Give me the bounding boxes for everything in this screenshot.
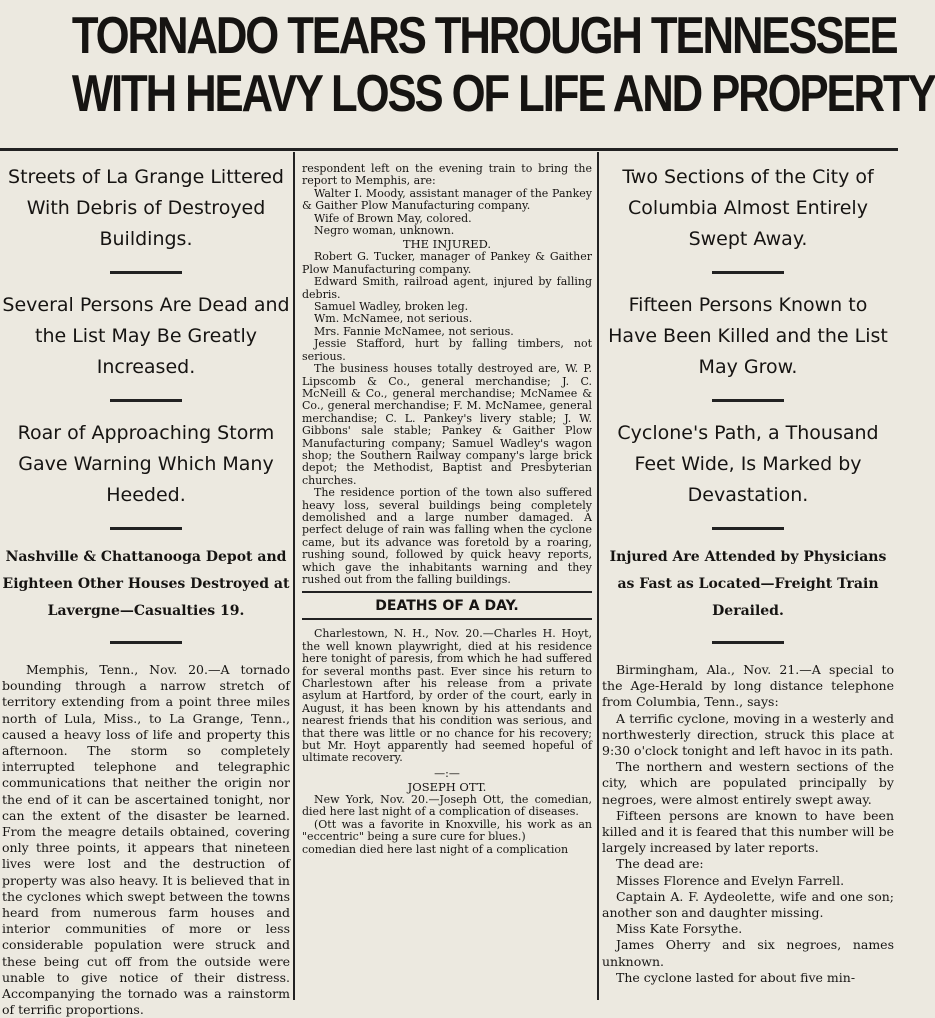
headline-line-1: TORNADO TEARS THROUGH TENNESSEE [71,7,897,65]
left-column [2,162,290,1018]
ott-heading: JOSEPH OTT. [407,779,487,794]
injured-entry: Robert G. Tucker, manager of Pankey & Gaither Plow Manufacturing company. [302,250,592,276]
right-deck-1: Two Sections of the City of Columbia Almost Entirely Swept Away. [622,166,874,250]
residence-paragraph: The residence portion of the town also suffered heavy loss, several buildings being completely demolished and a large number damaged. A perfect deluge of rain was falling when the cyclone came, but its advance was foretold by a roaring, rushing sound, followed by quick heavy reports, which gave the inhabitants warning and they rushed out from the falling buildings. [302,486,592,586]
headline-rule [0,148,898,151]
injured-entry: Edward Smith, railroad agent, injured by falling debris. [302,275,592,301]
headline-line-2: WITH HEAVY LOSS OF LIFE AND PROPERTY [71,65,935,123]
right-paragraph: The cyclone lasted for about five min- [616,969,856,985]
column-rule-right [597,152,599,1000]
deck-divider [712,399,784,402]
deaths-box-bottom [302,618,592,620]
separator: —:— [434,766,460,780]
hoyt-paragraph: Charlestown, N. H., Nov. 20.—Charles H. Hoyt, the well known playwright, died at his residence here tonight of paresis, from which he had suffered for several months past. Ever since his return to Charlestown after his release from a private asylum at Hartford, by order of the court, early in August, it has been known by his attendants and nearest friends that his condition was serious, and that there was little or no chance for his recovery; but Mr. Hoyt apparently had seemed hopeful of ultimate recovery. [302,627,592,765]
column-rule-left [293,152,295,1000]
middle-intro: respondent left on the evening train to bring the report to Memphis, are: [302,162,592,188]
deck-divider [110,399,182,402]
left-article-body: Memphis, Tenn., Nov. 20.—A tornado bounding through a narrow stretch of territory extending from a point three miles north of Lula, Miss., to La Grange, Tenn., caused a heavy loss of life and property this afternoon. The storm so completely interrupted telephone and telegraphic communications that neither the origin nor the end of it can be ascertained tonight, nor can the extent of the disaster be learned. From the meagre details obtained, covering only three points, it appears that nineteen lives were lost and the destruction of property was also heavy. It is believed that in the cyclones which swept between the towns heard from numerous farm houses and interior communities of more or less considerable population were struck and these being cut off from the outside were unable to give notice of their distress. Accompanying the tornado was a rainstorm of terrific proportions. [2,662,290,1018]
ott-paragraph: New York, Nov. 20.—Joseph Ott, the comedian, died here last night of a complication of diseases. [302,792,592,819]
left-deck-1: Streets of La Grange Littered With Debris of Destroyed Buildings. [8,166,284,250]
right-paragraph: James Oherry and six negroes, names unknown. [602,937,894,969]
right-paragraph: Birmingham, Ala., Nov. 21.—A special to the Age-Herald by long distance telephone from Columbia, Tenn., says: [602,662,894,710]
right-paragraph: Miss Kate Forsythe. [616,921,743,937]
deck-divider [712,271,784,274]
deck-divider [712,527,784,530]
right-paragraph: Misses Florence and Evelyn Farrell. [616,872,845,888]
middle-column [302,163,592,1000]
left-deck-3: Roar of Approaching Storm Gave Warning Which Many Heeded. [17,422,275,506]
deck-divider [110,271,182,274]
right-paragraph: The dead are: [616,856,704,872]
deck-divider [110,641,182,644]
ott-paragraph: comedian died here last night of a complication [302,842,569,856]
right-deck-3: Cyclone's Path, a Thousand Feet Wide, Is Marked by Devastation. [617,422,879,506]
right-deck-2: Fifteen Persons Known to Have Been Killed and the List May Grow. [608,294,888,378]
right-paragraph: Fifteen persons are known to have been killed and it is feared that this number will be largely increased by later reports. [602,807,894,856]
left-deck-2: Several Persons Are Dead and the List May Be Greatly Increased. [2,294,290,378]
right-subhead: Injured Are Attended by Physicians as Fast as Located—Freight Train Derailed. [609,549,887,619]
injured-entry: Jessie Stafford, hurt by falling timbers, not serious. [302,337,592,363]
deck-divider [712,641,784,644]
business-paragraph: The business houses totally destroyed are, W. P. Lipscomb & Co., general merchandise; J. C. McNeill & Co., general merchandise; McNamee & Co., general merchandise; F. M. McNamee, general merchandise; C. L. Pankey's livery stable; J. W. Gibbons' sale stable; Pankey & Gaither Plow Manufacturing company; Samuel Wadley's wagon shop; the Southern Railway company's large brick depot; the Methodist, Baptist and Presbyterian churches. [302,362,592,487]
injured-entry: Wm. McNamee, not serious. [314,312,473,326]
right-paragraph: A terrific cyclone, moving in a westerly and northwesterly direction, struck this place at 9:30 o'clock tonight and left havoc in its path. [602,710,894,759]
injured-heading: THE INJURED. [402,237,492,252]
dead-entry: Wife of Brown May, colored. [314,211,472,225]
left-subhead: Nashville & Chattanooga Depot and Eighteen Other Houses Destroyed at Lavergne—Casualties 19. [2,549,290,619]
right-column [602,162,894,1000]
dead-entry: Negro woman, unknown. [314,224,455,238]
right-paragraph: Captain A. F. Aydeolette, wife and one son; another son and daughter missing. [602,888,894,921]
right-paragraph: The northern and western sections of the city, which are populated principally by negroes, were almost entirely swept away. [602,759,894,807]
deck-divider [110,527,182,530]
injured-entry: Mrs. Fannie McNamee, not serious. [314,324,514,338]
ott-paragraph: (Ott was a favorite in Knoxville, his work as an "eccentric" being a sure cure for blues.) [302,817,592,844]
deaths-heading: DEATHS OF A DAY. [375,598,519,615]
injured-entry: Samuel Wadley, broken leg. [314,300,469,314]
dead-entry: Walter I. Moody, assistant manager of the Pankey & Gaither Plow Manufacturing company. [302,186,592,213]
